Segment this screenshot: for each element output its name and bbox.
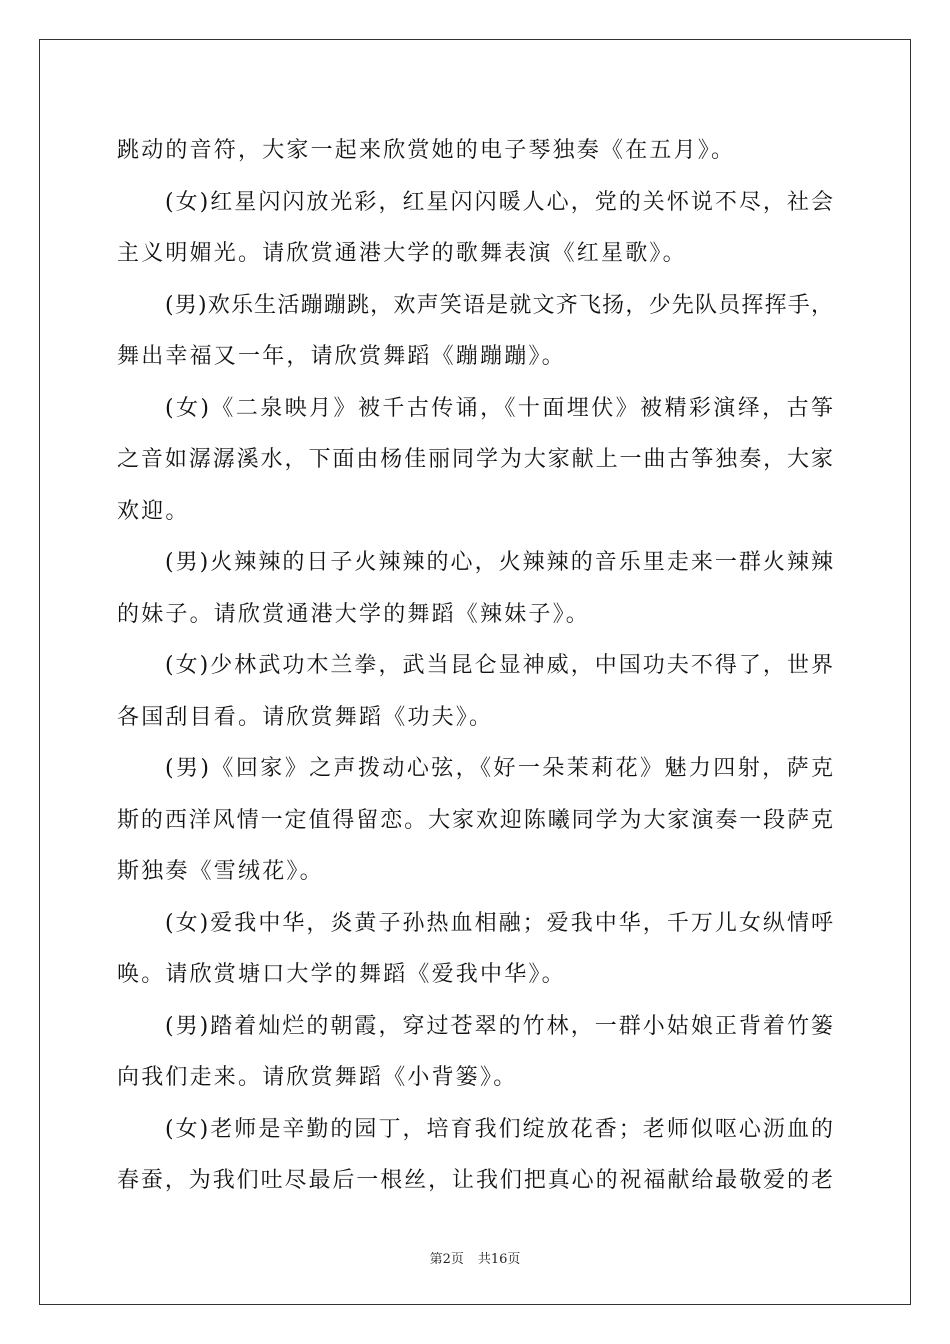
text-line: 跳动的音符，大家一起来欣赏她的电子琴独奏《在五月》。 — [117, 138, 736, 163]
text-line: 斯独奏《雪绒花》。 — [117, 859, 324, 884]
text-line: 舞出幸福又一年，请欣赏舞蹈《蹦蹦蹦》。 — [117, 344, 566, 369]
text-line: 斯的西洋风情一定值得留恋。大家欢迎陈曦同学为大家演奏一段萨克 — [117, 807, 833, 833]
text-line: (女)红星闪闪放光彩，红星闪闪暖人心，党的关怀说不尽，社会 — [165, 189, 833, 215]
text-line: 各国刮目看。请欣赏舞蹈《功夫》。 — [117, 704, 494, 730]
text-line: (女)爱我中华，炎黄子孙热血相融；爱我中华，千万儿女纵情呼 — [165, 910, 833, 936]
text-line: 欢迎。 — [117, 498, 190, 524]
document-body — [117, 125, 833, 1207]
page-number: 第2页 — [429, 1252, 464, 1267]
text-line: (男)《回家》之声拨动心弦，《好一朵茉莉花》魅力四射，萨克 — [165, 756, 833, 781]
page-footer — [0, 1248, 950, 1267]
text-line: 的妹子。请欣赏通港大学的舞蹈《辣妹子》。 — [117, 601, 591, 627]
text-line: (男)火辣辣的日子火辣辣的心，火辣辣的音乐里走来一群火辣辣 — [165, 550, 833, 575]
text-line: (男)欢乐生活蹦蹦跳，欢声笑语是就文齐飞扬，少先队员挥挥手， — [165, 292, 833, 318]
text-line: 之音如潺潺溪水，下面由杨佳丽同学为大家献上一曲古筝独奏，大家 — [117, 447, 833, 472]
text-line: (女)少林武功木兰拳，武当昆仑显神威，中国功夫不得了，世界 — [165, 653, 833, 678]
text-line: 向我们走来。请欣赏舞蹈《小背篓》。 — [117, 1065, 518, 1090]
text-line: 唤。请欣赏塘口大学的舞蹈《爱我中华》。 — [117, 962, 566, 987]
text-line: 主义明媚光。请欣赏通港大学的歌舞表演《红星歌》。 — [117, 241, 687, 266]
text-line: 春蚕，为我们吐尽最后一根丝，让我们把真心的祝福献给最敬爱的老 — [117, 1168, 833, 1193]
text-line: (女)老师是辛勤的园丁，培育我们绽放花香；老师似呕心沥血的 — [165, 1116, 833, 1142]
text-line: (女)《二泉映月》被千古传诵，《十面埋伏》被精彩演绎，古筝 — [165, 395, 833, 421]
text-line: (男)踏着灿烂的朝霞，穿过苍翠的竹林，一群小姑娘正背着竹篓 — [165, 1013, 833, 1039]
page-total: 共16页 — [477, 1252, 521, 1267]
